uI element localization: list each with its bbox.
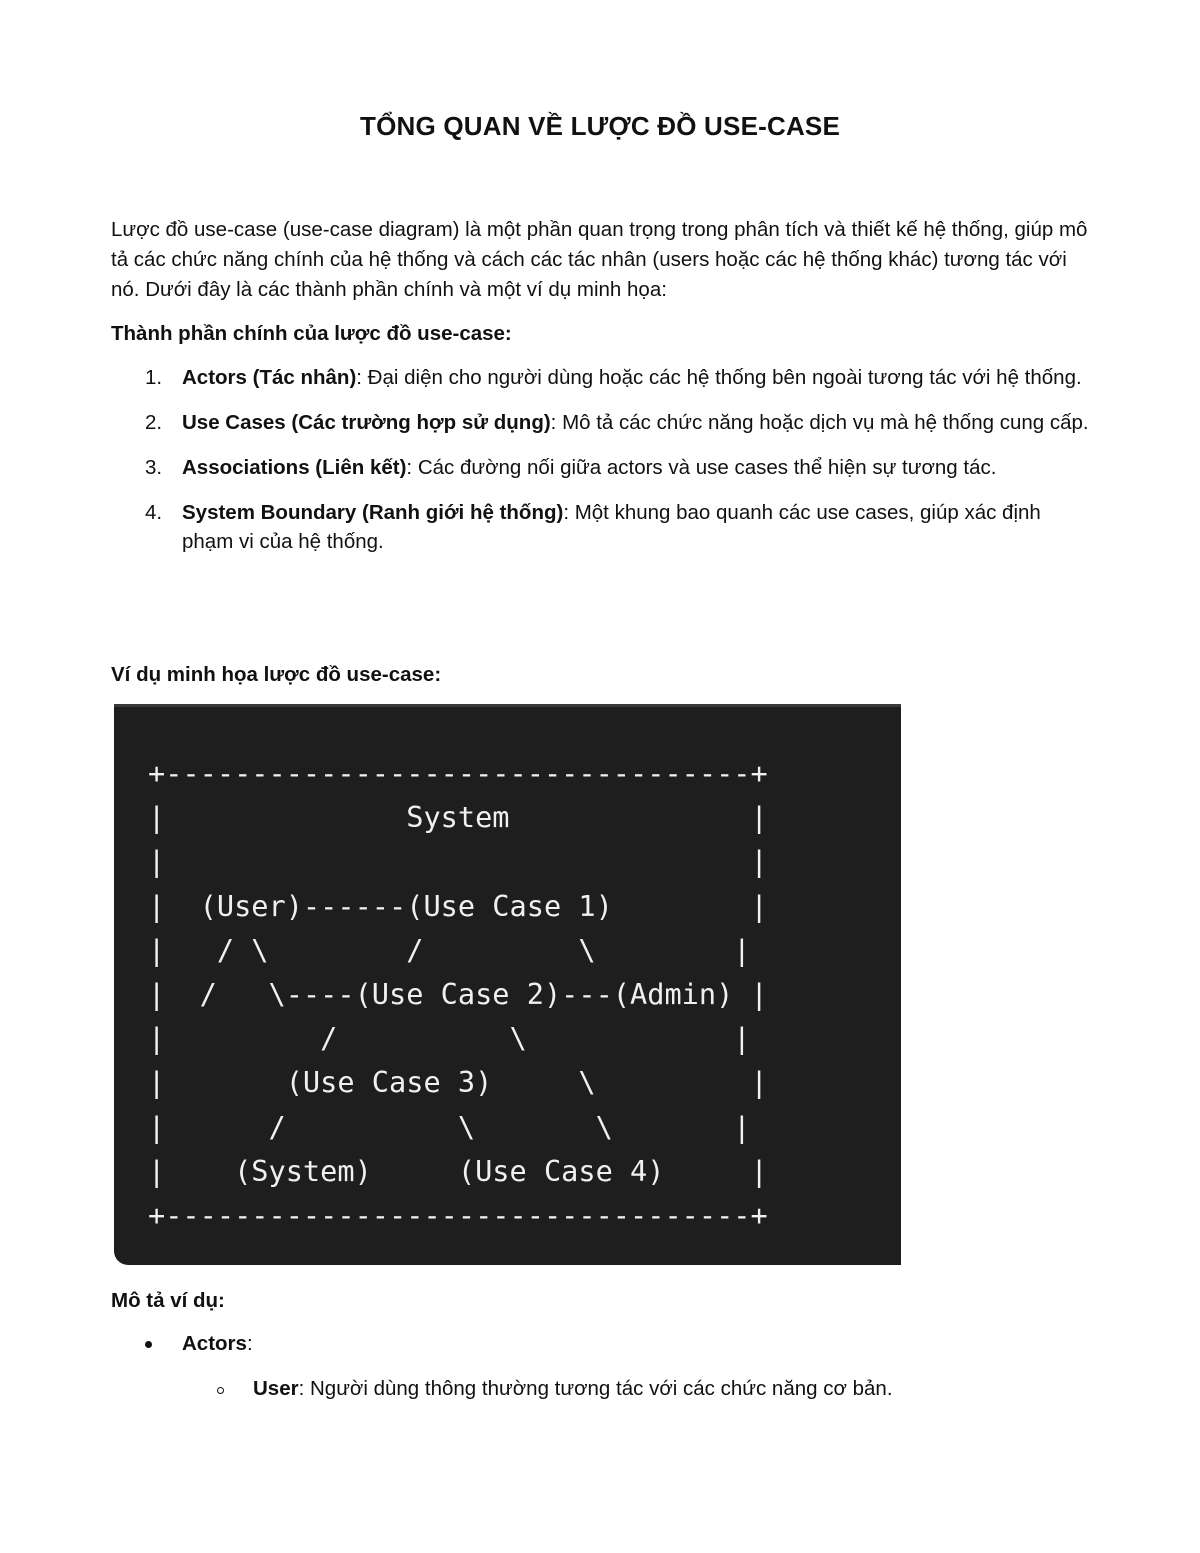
- actors-sub-list: [182, 1374, 1082, 1404]
- list-number: 2.: [145, 411, 163, 434]
- term-description: : Đại diện cho người dùng hoặc các hệ thống bên ngoài tương tác với hệ thống.: [356, 366, 1082, 389]
- diagram-line: | |: [148, 844, 768, 879]
- diagram-line: | (User)------(Use Case 1) |: [148, 888, 768, 923]
- diagram-line: | / \ / \ |: [148, 932, 751, 967]
- diagram-line: +----------------------------------+: [148, 756, 768, 790]
- list-item: [111, 1329, 1091, 1359]
- term: System Boundary (Ranh giới hệ thống): [182, 501, 564, 524]
- diagram-line: | System |: [148, 800, 768, 835]
- description-heading: Mô tả ví dụ:: [111, 1289, 225, 1312]
- diagram-line: | / \ \ |: [148, 1109, 751, 1144]
- diagram-code-block: [114, 704, 901, 1265]
- list-number: 1.: [145, 366, 163, 389]
- circle-bullet-icon: [217, 1387, 224, 1394]
- list-number: 3.: [145, 456, 163, 479]
- term: Use Cases (Các trường hợp sử dụng): [182, 411, 551, 434]
- diagram-line: | (System) (Use Case 4) |: [148, 1153, 768, 1188]
- term-description: : Mô tả các chức năng hoặc dịch vụ mà hệ thống cung cấp.: [550, 411, 1089, 434]
- term: Actors: [182, 1332, 247, 1355]
- diagram-line: | / \ |: [148, 1021, 751, 1056]
- description-list: [111, 1329, 1091, 1359]
- term: Actors (Tác nhân): [182, 366, 357, 389]
- term-description: : Người dùng thông thường tương tác với các chức năng cơ bản.: [298, 1377, 893, 1400]
- term-description: : Các đường nối giữa actors và use cases thể hiện sự tương tác.: [406, 456, 997, 479]
- list-number: 4.: [145, 501, 163, 524]
- term-description: : Một khung bao quanh các use cases, giúp xác định phạm vi của hệ thống.: [182, 501, 1041, 553]
- list-item: [111, 408, 1091, 437]
- components-list: [111, 363, 1091, 572]
- list-item: [111, 498, 1091, 556]
- example-heading: Ví dụ minh họa lược đồ use-case:: [111, 663, 442, 686]
- term: User: [253, 1377, 299, 1400]
- intro-paragraph: Lược đồ use-case (use-case diagram) là một phần quan trọng trong phân tích và thiết kế hệ thống, giúp mô tả các chức năng chính của hệ thống và cách các tác nhân (users hoặc các hệ thống khác) tương tác với nó. Dưới đây là các thành phần chính và một ví dụ minh họa:: [111, 218, 1088, 301]
- term: Associations (Liên kết): [182, 456, 407, 479]
- page-title: TỔNG QUAN VỀ LƯỢC ĐỒ USE-CASE: [359, 111, 841, 141]
- list-item: [111, 453, 1091, 482]
- ascii-diagram: [148, 751, 768, 1237]
- diagram-line: | (Use Case 3) \ |: [148, 1065, 768, 1100]
- diagram-line: | / \----(Use Case 2)---(Admin) |: [148, 977, 768, 1012]
- diagram-line: +----------------------------------+: [148, 1198, 768, 1233]
- bullet-icon: [145, 1341, 152, 1348]
- list-item: [111, 363, 1091, 392]
- components-heading: Thành phần chính của lược đồ use-case:: [111, 322, 512, 345]
- list-item: [182, 1374, 1082, 1404]
- term-description: :: [246, 1332, 253, 1355]
